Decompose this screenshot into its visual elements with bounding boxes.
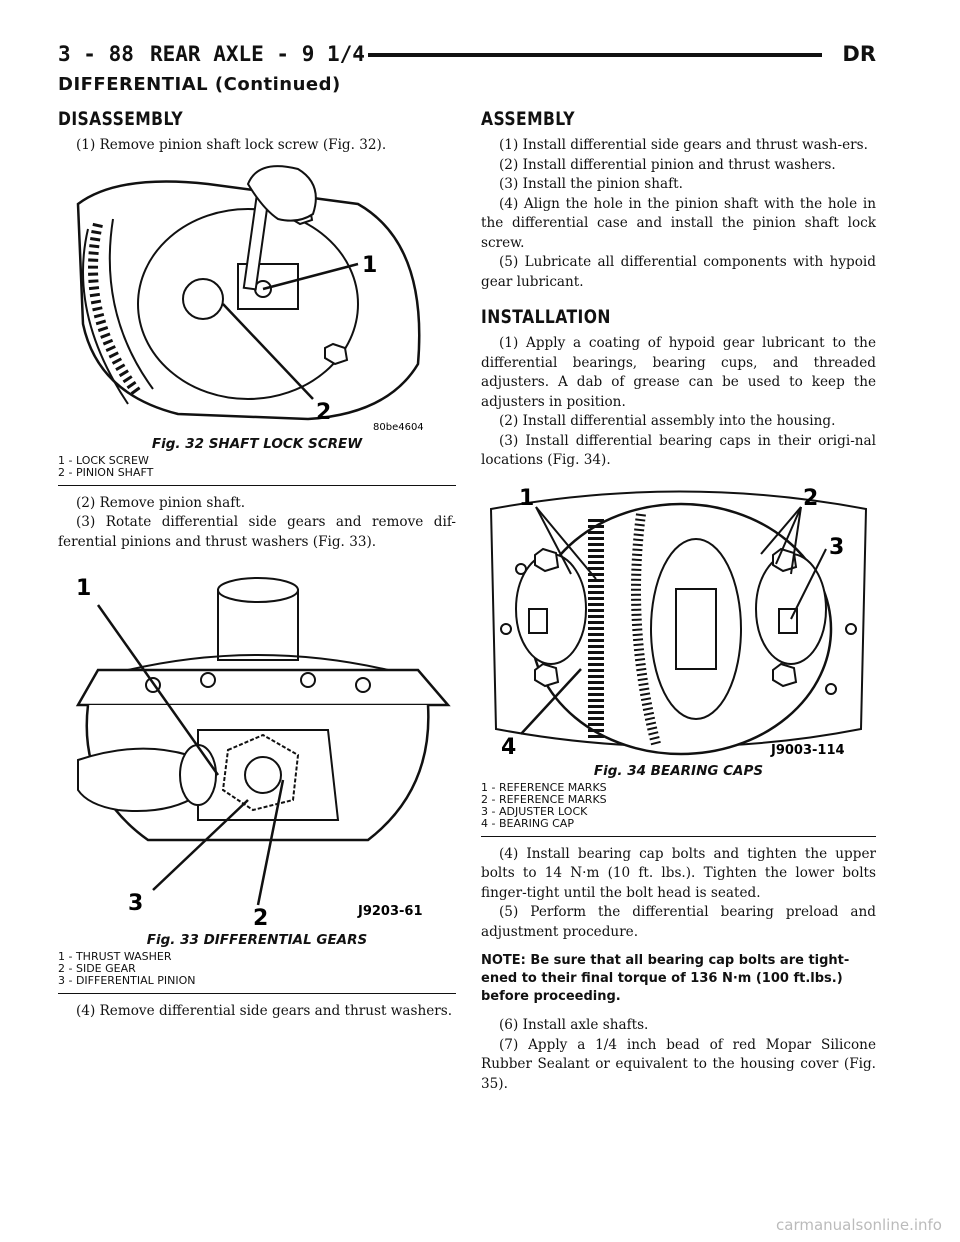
fig34-callout-4: 4 [501, 734, 517, 760]
fig34-caption: Fig. 34 BEARING CAPS [593, 762, 764, 779]
fig33-caption: Fig. 33 DIFFERENTIAL GEARS [146, 932, 368, 948]
left-column [58, 108, 456, 1022]
fig33-legend-2: 2 - SIDE GEAR [58, 962, 136, 975]
disassembly-heading: DISASSEMBLY [58, 108, 184, 130]
fig32-code: 80be4604 [373, 421, 424, 433]
installation-step-5: (5) Perform the differential bearing preload and adjustment procedure. [481, 904, 876, 940]
disassembly-step-3: (3) Rotate differential side gears and remove dif-ferential pinions and thrust washers (Fig. 33). [58, 514, 456, 550]
fig32-callout-1: 1 [362, 252, 378, 278]
assembly-heading: ASSEMBLY [481, 108, 575, 130]
assembly-step-2: (2) Install differential pinion and thrust washers. [499, 156, 836, 173]
page-number: 3 - 88 [58, 42, 134, 66]
header-rule [368, 53, 822, 57]
disassembly-step-2: (2) Remove pinion shaft. [76, 494, 246, 511]
fig33-legend-3: 3 - DIFFERENTIAL PINION [58, 974, 196, 987]
fig34-legend [481, 782, 876, 830]
assembly-step-1: (1) Install differential side gears and thrust wash-ers. [499, 137, 868, 153]
fig32-callout-2: 2 [316, 399, 332, 425]
figure-34 [481, 479, 876, 837]
fig33-callout-1: 1 [76, 576, 92, 601]
disassembly-step-1: (1) Remove pinion shaft lock screw (Fig. 32). [76, 137, 387, 153]
figure-33 [58, 560, 456, 994]
fig32-legend-1: 1 - LOCK SCREW [58, 453, 149, 467]
fig33-callout-2: 2 [253, 906, 269, 930]
fig33-callout-3: 3 [128, 891, 144, 916]
page-header [58, 40, 876, 70]
fig34-legend-1: 1 - REFERENCE MARKS [481, 780, 607, 794]
disassembly-step-4: (4) Remove differential side gears and thrust washers. [76, 1003, 453, 1019]
fig34-illustration [481, 479, 876, 761]
installation-step-2: (2) Install differential assembly into the housing. [499, 413, 836, 429]
model-code: DR [842, 42, 876, 66]
fig32-legend-2: 2 - PINION SHAFT [58, 465, 154, 479]
assembly-step-4: (4) Align the hole in the pinion shaft with the hole in the differential case and install the pinion shaft lock screw. [481, 195, 876, 251]
section-title: REAR AXLE - 9 1/4 [150, 42, 365, 66]
fig33-legend [58, 951, 456, 987]
fig34-code: J9003-114 [771, 742, 845, 758]
installation-step-1: (1) Apply a coating of hypoid gear lubricant to the differential bearings, bearing cups, and threaded adjusters. A dab of grease can be used to keep the adjusters in position. [481, 335, 876, 410]
installation-step-4: (4) Install bearing cap bolts and tighten the upper bolts to 14 N·m (10 ft. lbs.). Tighten the lower bolts finger-tight until the bolt head is seated. [481, 845, 876, 901]
fig33-code: J9203-61 [358, 904, 423, 919]
fig34-callout-3: 3 [829, 534, 845, 560]
fig32-legend [58, 455, 456, 479]
watermark: carmanualsonline.info [776, 1216, 942, 1234]
torque-note: NOTE: Be sure that all bearing cap bolts are tight-ened to their final torque of 136 N·m (100 ft.lbs.) before proceeding. [481, 953, 850, 1004]
fig32-caption: Fig. 32 SHAFT LOCK SCREW [151, 435, 363, 452]
fig34-callout-1: 1 [519, 485, 535, 511]
assembly-step-3: (3) Install the pinion shaft. [499, 176, 683, 192]
fig33-illustration [58, 560, 456, 930]
assembly-step-5: (5) Lubricate all differential components with hypoid gear lubricant. [481, 254, 876, 290]
fig32-illustration [58, 164, 456, 434]
fig34-legend-4: 4 - BEARING CAP [481, 816, 574, 830]
fig34-callout-2: 2 [803, 485, 819, 511]
installation-step-7: (7) Apply a 1/4 inch bead of red Mopar Silicone Rubber Sealant or equivalent to the housing cover (Fig. 35). [481, 1036, 876, 1092]
figure-32 [58, 164, 456, 486]
continued-heading: DIFFERENTIAL (Continued) [58, 74, 341, 95]
fig34-legend-3: 3 - ADJUSTER LOCK [481, 804, 588, 818]
fig33-legend-1: 1 - THRUST WASHER [58, 950, 172, 963]
installation-heading: INSTALLATION [481, 306, 611, 328]
right-column [481, 108, 876, 1094]
fig34-legend-2: 2 - REFERENCE MARKS [481, 792, 607, 806]
installation-step-6: (6) Install axle shafts. [499, 1017, 649, 1033]
installation-step-3: (3) Install differential bearing caps in their origi-nal locations (Fig. 34). [481, 432, 876, 468]
